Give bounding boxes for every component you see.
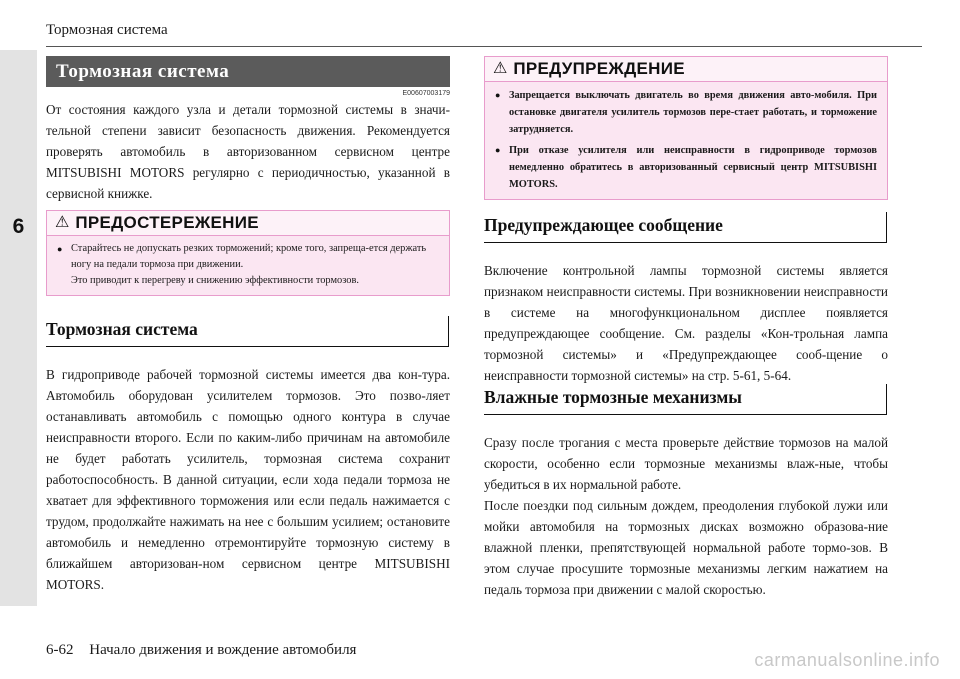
warning-message-body [484,260,888,386]
document-code: E00607003179 [402,90,450,97]
running-header: Тормозная система [46,22,168,38]
watermark: carmanualsonline.info [754,650,940,670]
wet-brakes-paragraph-2: После поездки под сильным дождем, преодоления глубокой лужи или мойки автомобиля на тормозных дисках возможно образова-ние влажной пленки, препятствующей нормальной работе тормо-зов. В этом случае просушите тормозные механизмы легким нажатием на педаль тормоза при движении с малой скоростью. [484,498,888,597]
caution-list [47,236,449,279]
warning-box [484,56,888,200]
wet-brakes-heading: Влажные тормозные механизмы [484,384,887,415]
chapter-number: 6 [12,215,25,238]
brake-system-body [46,364,450,595]
section-title-bar: Тормозная система [46,56,450,87]
header-rule [46,46,922,47]
warning-triangle-icon: ⚠ [493,60,508,77]
wet-brakes-paragraph-1: Сразу после трогания с места проверьте действие тормозов на малой скорости, особенно если тормозные механизмы влаж-ные, чтобы убедиться в их нормальной работе. [484,435,888,492]
warning-message-paragraph: Включение контрольной лампы тормозной системы является признаком неисправности системы. При возникновении неисправности в системе на многофункциональном дисплее появляется предупреждающее сообщение. См. разделы «Кон-трольная лампа тормозной системы» и «Предупреждающее сооб-щение о неисправности тормозной системы» на стр. 5-61, 5-64. [484,263,888,383]
warning-list [485,82,887,199]
brake-system-paragraph: В гидроприводе рабочей тормозной системы имеется два кон-тура. Автомобиль оборудован усилителем тормозов. Это позво-ляет останавливать автомобиль с помощью одного контура в случае неисправности второго. Если по каким-либо причинам на автомобиле не будет работать усилитель, тормозная система сохранит работоспособность. В данной ситуации, если хода педали тормоза не хватает для эффективного торможения или если педаль нажимается с трудом, продолжайте нажимать на нее с большим усилием; остановите автомобиль и немедленно отремонтируйте тормозную систему в ближайшем авторизован-ном сервисном центре MITSUBISHI MOTORS. [46,367,450,592]
warning-label: ПРЕДУПРЕЖДЕНИЕ [513,59,685,78]
wet-brakes-body [484,432,888,600]
warning-header [485,57,887,82]
caution-header [47,211,449,236]
brake-system-heading: Тормозная система [46,316,449,347]
left-column [46,56,450,204]
caution-box [46,210,450,296]
caution-note: Это приводит к перегреву и снижению эффективности тормозов. [71,275,359,286]
warning-triangle-icon: ⚠ [55,214,70,231]
chapter-title: Начало движения и вождение автомобиля [89,642,357,658]
warning-item-2: ● При отказе усилителя или неисправности в гидроприводе тормозов немедленно обратитесь в авторизованный сервисный центр MITSUBISHI MOTORS. [495,142,877,193]
page-footer [46,642,356,659]
caution-label: ПРЕДОСТЕРЕЖЕНИЕ [75,213,259,232]
warning-item-1: ● Запрещается выключать двигатель во время движения авто-мобиля. При остановке двигателя усилитель тормозов пере-стает работать, и торможение затрудняется. [495,87,877,138]
page-number: 6-62 [46,642,74,658]
warning-message-heading: Предупреждающее сообщение [484,212,887,243]
caution-item: ● Старайтесь не допускать резких торможений; кроме того, запреща-ется держать ногу на педали тормоза при движении. [57,241,439,273]
chapter-side-tab [0,50,37,606]
intro-paragraph: От состояния каждого узла и детали тормозной системы в значи-тельной степени зависит безопасность движения. Рекомендуется проверять автомобиль в авторизованном сервисном центре MITSUBISHI MOTORS регулярно с периодичностью, указанной в сервисной книжке. [46,102,450,201]
